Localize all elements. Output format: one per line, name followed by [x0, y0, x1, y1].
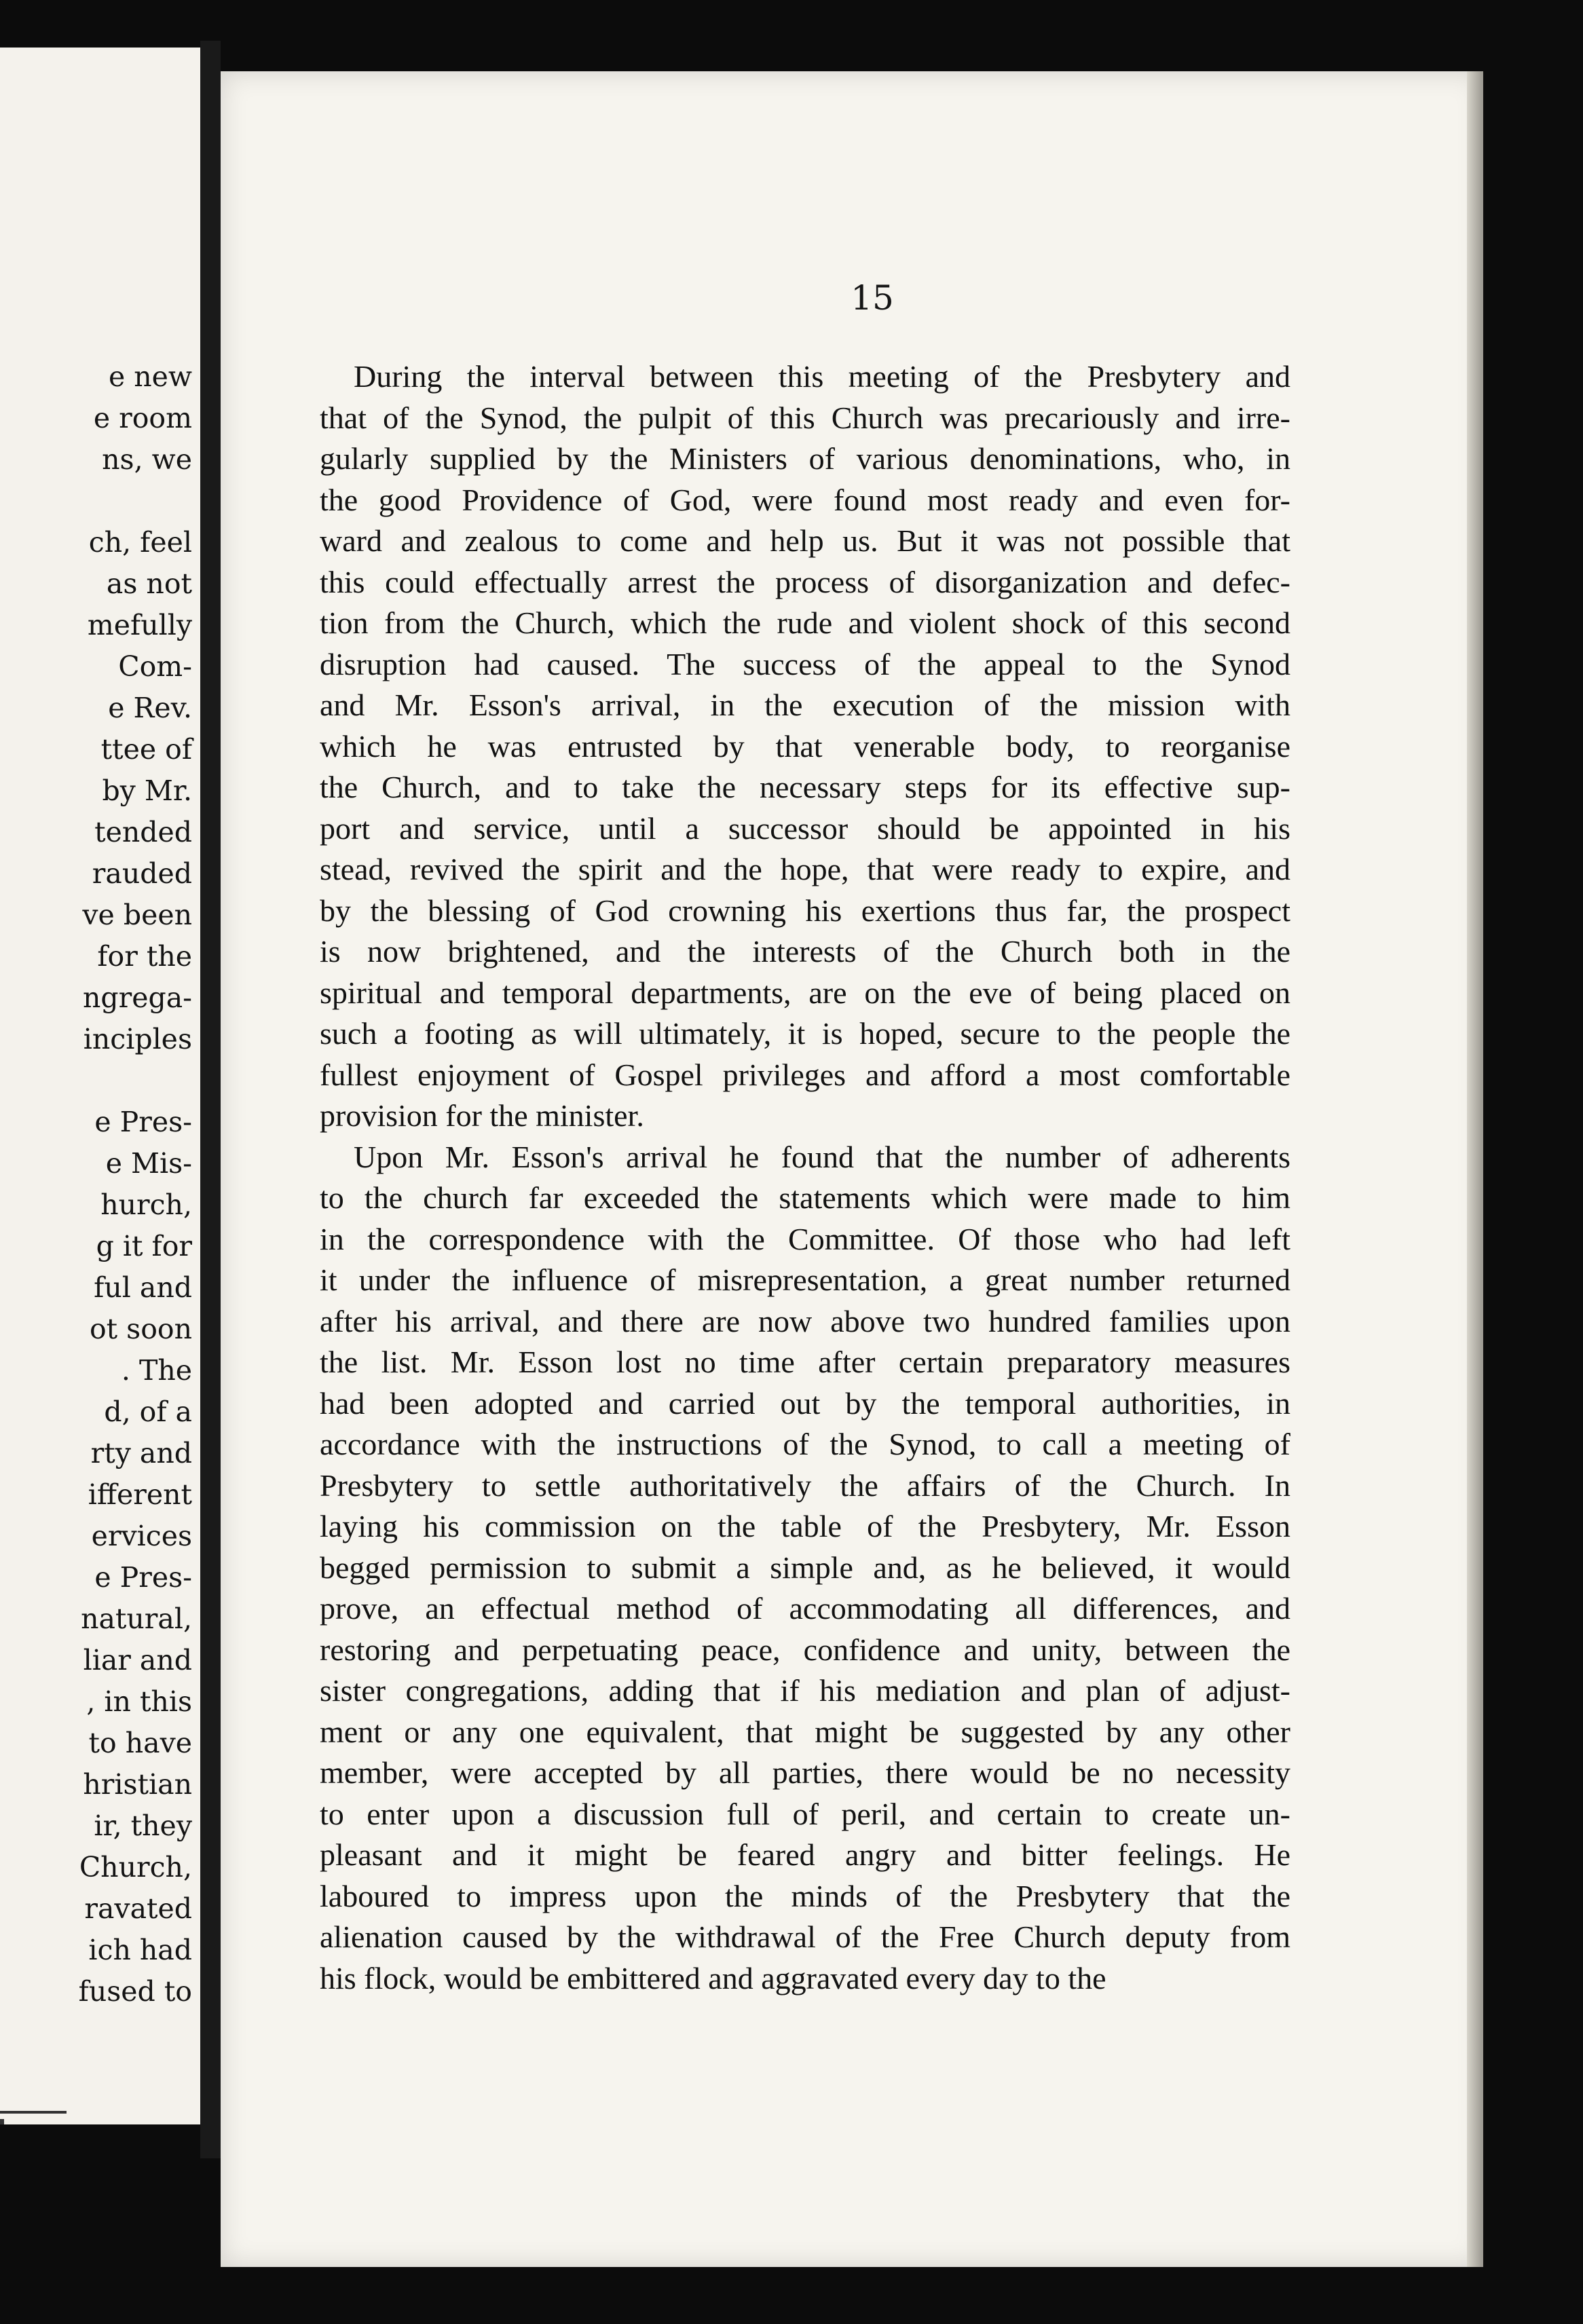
text-line: had been adopted and carried out by the temporal authorities, in [320, 1385, 1290, 1421]
left-page-line: ve been [82, 899, 192, 931]
left-page-line: e room [93, 402, 192, 434]
page-edge-shadow [1467, 71, 1483, 2267]
text-line: During the interval between this meeting of the Presbytery and [354, 359, 1290, 394]
text-line: the good Providence of God, were found most ready and even for- [320, 482, 1290, 517]
text-line: such a footing as will ultimately, it is hoped, secure to the people the [320, 1016, 1290, 1051]
left-page-line: ich had [88, 1934, 192, 1966]
left-page-line: e new [108, 360, 192, 393]
text-line: which he was entrusted by that venerable body, to reorganise [320, 728, 1290, 764]
left-page-line: g it for [96, 1230, 192, 1262]
left-page-line: liar and [83, 1644, 192, 1676]
text-line: laboured to impress upon the minds of the Presbytery that the [320, 1878, 1290, 1913]
left-page-line: ir, they [94, 1810, 192, 1842]
text-line: pleasant and it might be feared angry and bitter feelings. He [320, 1837, 1290, 1872]
text-line: to the church far exceeded the statements which were made to him [320, 1180, 1290, 1215]
left-page-line: for the [97, 940, 192, 973]
left-page-line: ttee of [100, 733, 192, 766]
text-line: laying his commission on the table of the Presbytery, Mr. Esson [320, 1509, 1290, 1543]
text-line: prove, an effectual method of accommodating all differences, and [320, 1591, 1290, 1626]
text-line: sister congregations, adding that if his mediation and plan of adjust- [320, 1673, 1290, 1708]
text-line: after his arrival, and there are now above two hundred families upon [320, 1303, 1290, 1338]
text-line: to enter upon a discussion full of peril, and certain to create un- [320, 1796, 1290, 1831]
left-page-line: fused to [78, 1975, 192, 2008]
left-page-line: mefully [87, 609, 192, 641]
left-page-line: ch, feel [88, 526, 192, 559]
left-page-line: by Mr. [102, 774, 192, 807]
left-page-line: ns, we [102, 443, 192, 476]
left-page-line: d, of a [104, 1395, 192, 1428]
body-text [320, 356, 1290, 1999]
left-page-line: e Mis- [105, 1147, 192, 1180]
text-line: the list. Mr. Esson lost no time after certain preparatory measures [320, 1345, 1290, 1379]
text-line: accordance with the instructions of the Synod, to call a meeting of [320, 1427, 1290, 1461]
left-page-line: tended [94, 816, 192, 848]
left-page-line: ervices [91, 1520, 192, 1552]
text-line: stead, revived the spirit and the hope, that were ready to expire, and [320, 852, 1290, 886]
paragraph-1 [320, 356, 1290, 1137]
text-line: member, were accepted by all parties, there would be no necessity [320, 1755, 1290, 1790]
page-gutter [200, 41, 221, 2158]
left-page-line: ifferent [88, 1478, 192, 1511]
text-line: port and service, until a successor should be appointed in his [320, 810, 1290, 846]
text-line: tion from the Church, which the rude and violent shock of this second [320, 605, 1290, 640]
text-line: it under the influence of misrepresentation, a great number returned [320, 1262, 1290, 1297]
left-page-line: Church, [79, 1851, 192, 1883]
text-line: in the correspondence with the Committee. Of those who had left [320, 1221, 1290, 1256]
left-page-line: rauded [92, 857, 192, 890]
left-page-line: ful and [94, 1271, 192, 1304]
left-page-line: Com- [118, 650, 192, 683]
left-page-line: rty and [90, 1437, 192, 1469]
left-page-footnote-rule [0, 2111, 67, 2114]
paragraph-2 [320, 1137, 1290, 2000]
text-line: is now brightened, and the interests of the Church both in the [320, 934, 1290, 969]
text-line: and Mr. Esson's arrival, in the execution of the mission with [320, 688, 1290, 722]
text-line: disruption had caused. The success of the appeal to the Synod [320, 646, 1290, 681]
text-line: Upon Mr. Esson's arrival he found that the number of adherents [354, 1139, 1290, 1174]
text-line: that of the Synod, the pulpit of this Church was precariously and irre- [320, 400, 1290, 435]
text-line: ward and zealous to come and help us. But it was not possible that [320, 523, 1290, 558]
left-facing-page [0, 48, 200, 2124]
text-line: by the blessing of God crowning his exertions thus far, the prospect [320, 893, 1290, 928]
left-page-line: natural, [81, 1603, 192, 1635]
left-page-line: ravated [84, 1892, 192, 1925]
left-page-line: hristian [83, 1768, 192, 1801]
left-page-line: e Rev. [108, 692, 192, 724]
left-page-text-fragments [0, 356, 200, 2012]
text-line: spiritual and temporal departments, are on the eve of being placed on [320, 975, 1290, 1010]
left-page-line: e Pres- [94, 1561, 192, 1594]
left-page-line [0, 1060, 192, 1102]
text-line: gularly supplied by the Ministers of various denominations, who, in [320, 441, 1290, 476]
left-page-line: to have [88, 1727, 192, 1759]
text-line: fullest enjoyment of Gospel privileges and afford a most comfortable [320, 1057, 1290, 1092]
left-page-line: as not [106, 567, 192, 600]
page-number: 15 [851, 278, 894, 318]
left-page-line [0, 481, 192, 522]
left-page-line: ngrega- [82, 981, 192, 1014]
right-page [221, 71, 1483, 2267]
text-line: the Church, and to take the necessary steps for its effective sup- [320, 770, 1290, 804]
left-page-line: inciples [83, 1023, 192, 1055]
left-page-line: hurch, [100, 1188, 192, 1221]
left-page-line: . The [121, 1354, 192, 1387]
text-line: his flock, would be embittered and aggravated every day to the [320, 1960, 1106, 1995]
left-page-bracket-mark [0, 2119, 4, 2124]
text-line: this could effectually arrest the process of disorganization and defec- [320, 564, 1290, 599]
text-line: ment or any one equivalent, that might be suggested by any other [320, 1714, 1290, 1749]
left-page-line: e Pres- [94, 1106, 192, 1138]
text-line: restoring and perpetuating peace, confidence and unity, between the [320, 1632, 1290, 1667]
text-line: begged permission to submit a simple and, as he believed, it would [320, 1550, 1290, 1585]
text-line: provision for the minister. [320, 1098, 644, 1133]
left-page-line: ot soon [89, 1313, 192, 1345]
text-line: Presbytery to settle authoritatively the affairs of the Church. In [320, 1467, 1290, 1503]
text-line: alienation caused by the withdrawal of the Free Church deputy from [320, 1919, 1290, 1954]
left-page-line: , in this [86, 1685, 192, 1718]
